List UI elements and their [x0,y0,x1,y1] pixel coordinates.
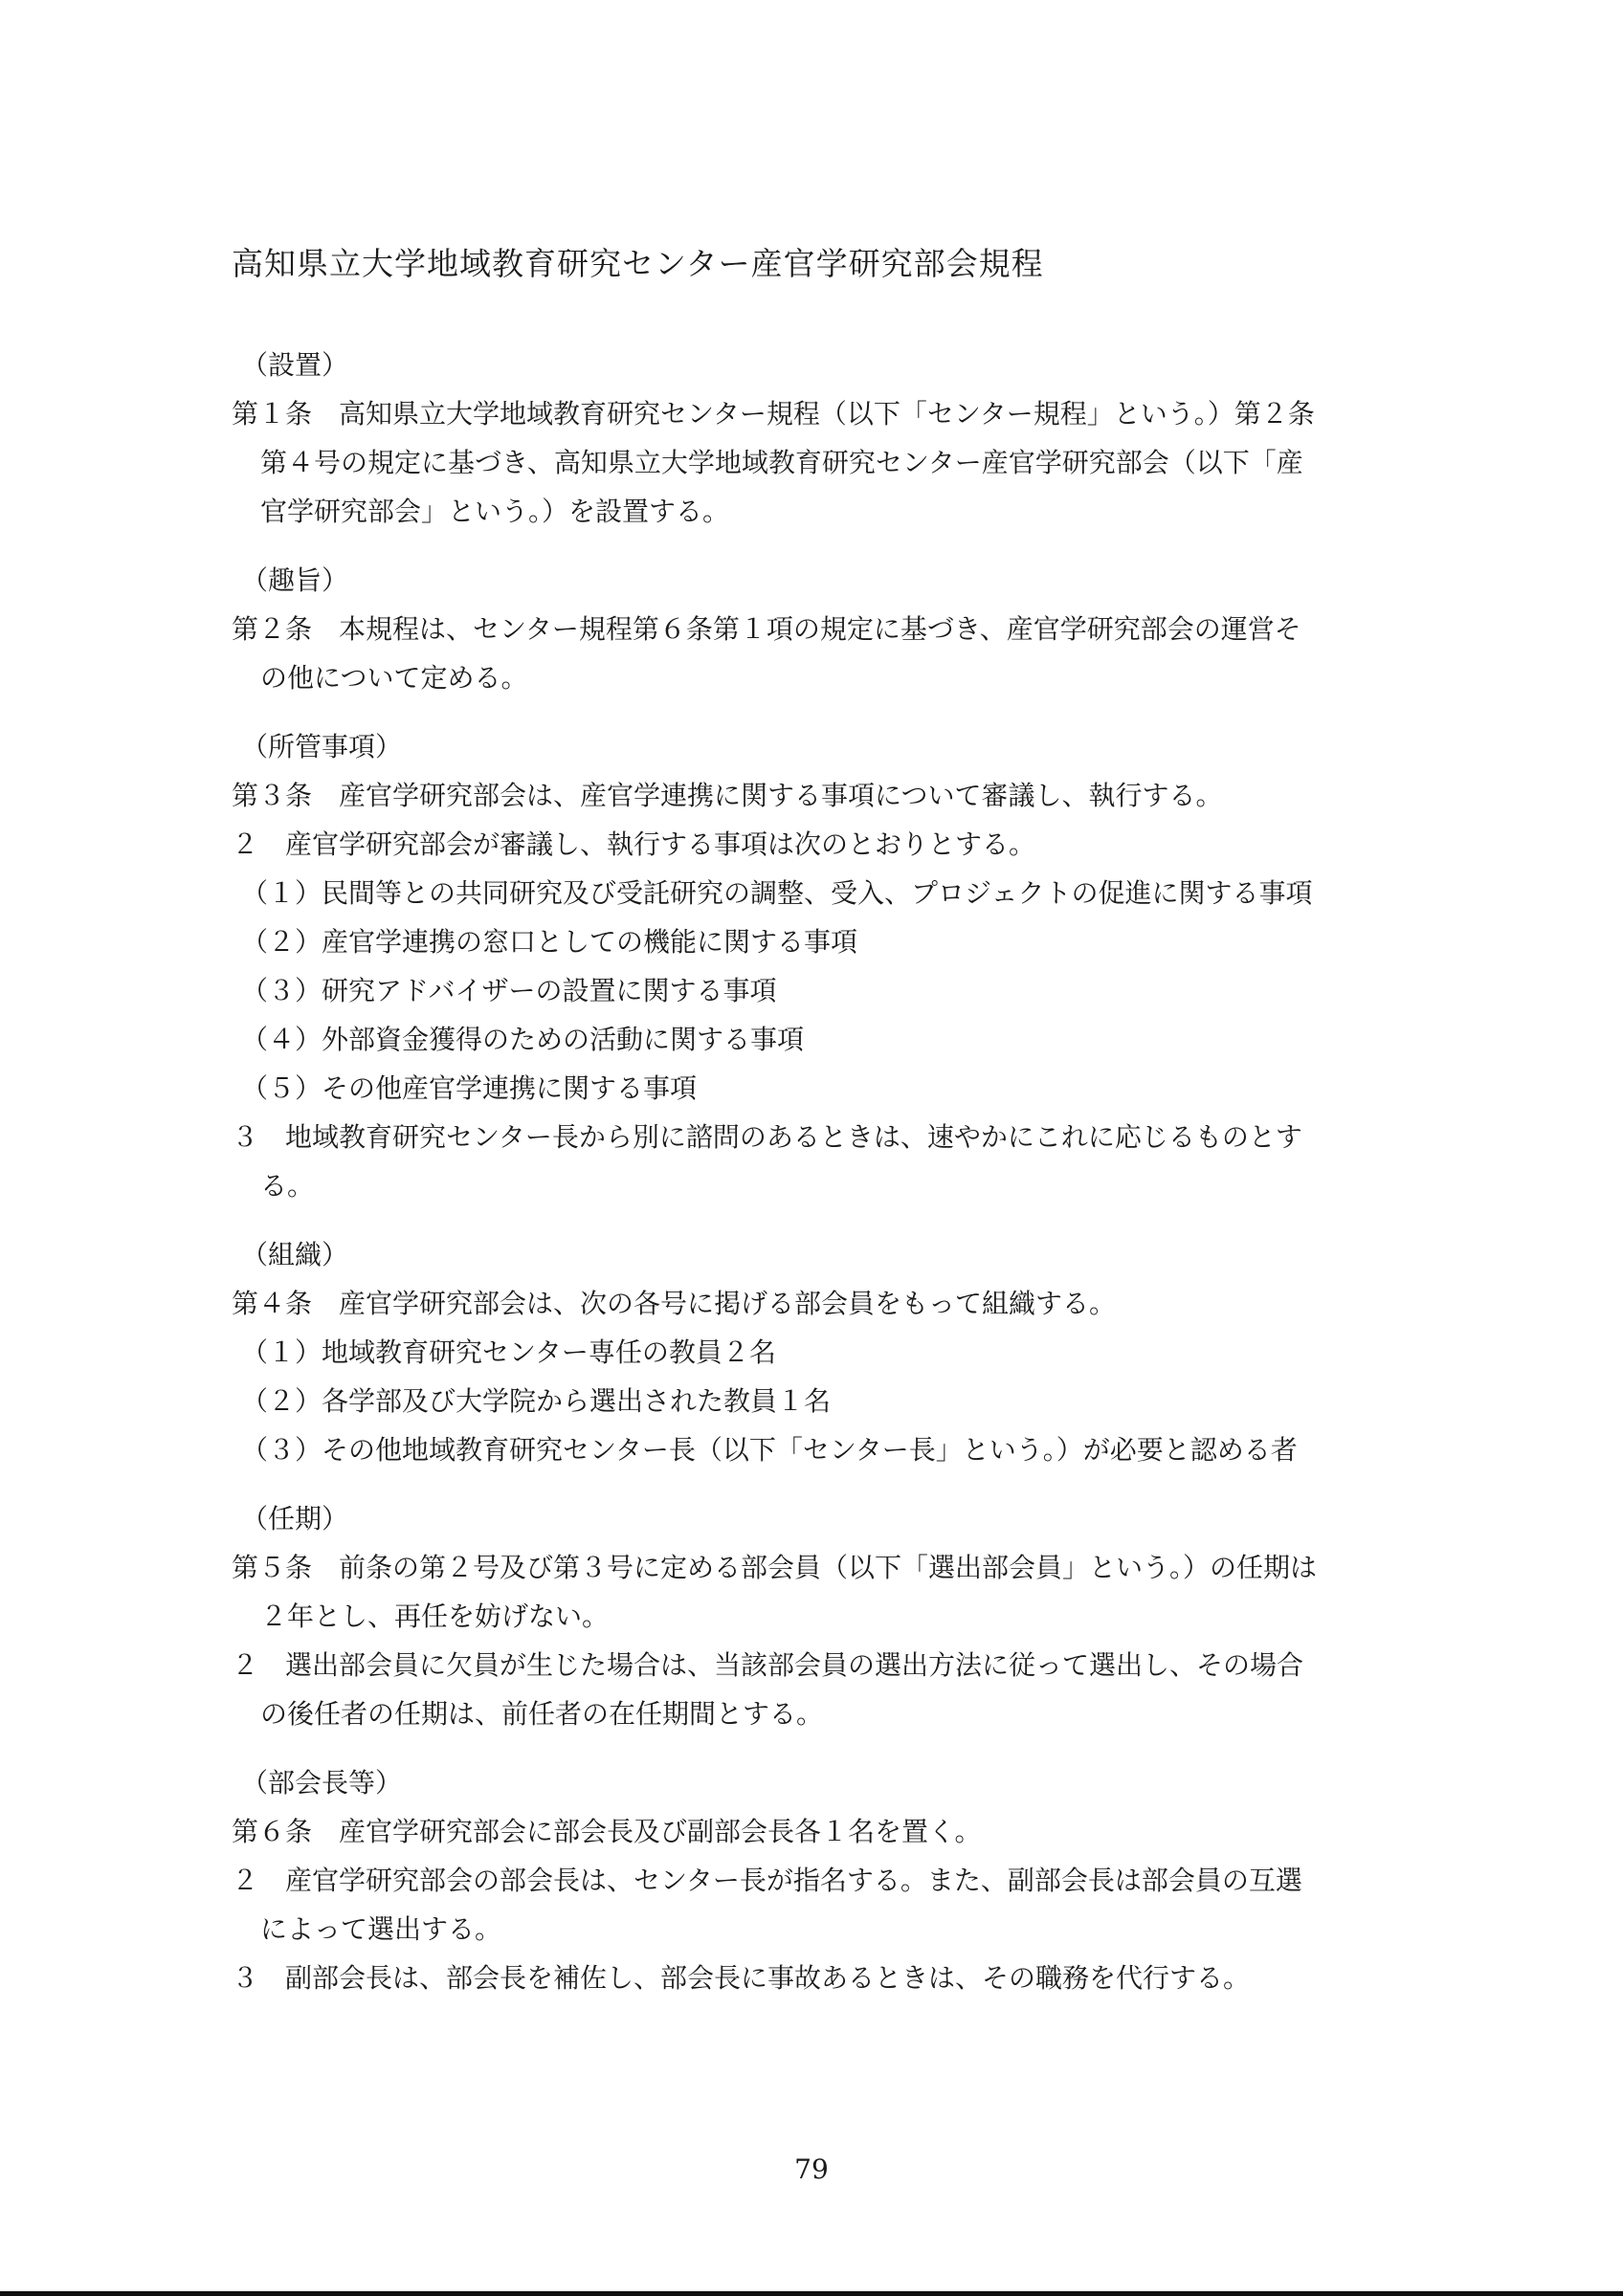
article-3-line: 第３条 産官学研究部会は、産官学連携に関する事項について審議し、執行する。 [232,780,1223,811]
article-2-line: 第２条 本規程は、センター規程第６条第１項の規定に基づき、産官学研究部会の運営そ [232,613,1301,645]
document-title: 高知県立大学地域教育研究センター産官学研究部会規程 [232,245,1044,282]
paragraph-line: ３ 副部会長は、部会長を補佐し、部会長に事故あるときは、その職務を代行する。 [232,1962,1251,1994]
paragraph-line: る。 [260,1170,315,1202]
paragraph-line: ２ 産官学研究部会の部会長は、センター長が指名する。また、副部会長は部会員の互選 [232,1865,1302,1896]
section-heading: （部会長等） [241,1767,403,1799]
article-2-line: の他について定める。 [260,662,528,694]
article-4-line: 第４条 産官学研究部会は、次の各号に掲げる部会員をもって組織する。 [232,1288,1117,1319]
article-1-line: 第４号の規定に基づき、高知県立大学地域教育研究センター産官学研究部会（以下「産 [260,447,1303,478]
list-item: （１）地域教育研究センター専任の教員２名 [241,1336,776,1368]
list-item: （３）その他地域教育研究センター長（以下「センター長」という。）が必要と認める者 [241,1434,1298,1466]
paragraph-line: によって選出する。 [260,1913,502,1945]
scan-edge-rule [0,2291,1623,2296]
paragraph-line: ３ 地域教育研究センター長から別に諮問のあるときは、速やかにこれに応じるものとす [232,1121,1302,1153]
list-item: （１）民間等との共同研究及び受託研究の調整、受入、プロジェクトの促進に関する事項 [241,877,1313,909]
section-heading: （任期） [241,1503,349,1534]
article-1-line: 第１条 高知県立大学地域教育研究センター規程（以下「センター規程」という。）第２条 [232,398,1315,430]
article-5-line: 第５条 前条の第２号及び第３号に定める部会員（以下「選出部会員」という。）の任期は [232,1552,1318,1583]
paragraph-line: ２ 選出部会員に欠員が生じた場合は、当該部会員の選出方法に従って選出し、その場合 [232,1649,1304,1681]
page-number: 79 [794,2153,829,2185]
section-chair [232,1758,1395,2002]
article-1-line: 官学研究部会」という。）を設置する。 [260,496,730,527]
section-heading: （趣旨） [241,564,349,596]
section-heading: （組織） [241,1239,349,1270]
section-establishment [232,341,1395,536]
section-heading: （所管事項） [241,731,403,762]
article-6-line: 第６条 産官学研究部会に部会長及び副部会長各１名を置く。 [232,1816,982,1847]
section-term [232,1494,1395,1738]
list-item: （２）各学部及び大学院から選出された教員１名 [241,1385,832,1417]
section-purpose [232,556,1395,702]
paragraph-line: ２ 産官学研究部会が審議し、執行する事項は次のとおりとする。 [232,828,1036,860]
section-heading: （設置） [241,349,349,381]
section-organization [232,1230,1395,1474]
regulation-body [232,341,1395,2022]
list-item: （４）外部資金獲得のための活動に関する事項 [241,1024,805,1055]
list-item: （３）研究アドバイザーの設置に関する事項 [241,975,777,1006]
paragraph-line: の後任者の任期は、前任者の在任期間とする。 [260,1698,824,1730]
article-5-line: ２年とし、再任を妨げない。 [260,1601,610,1632]
list-item: （２）産官学連携の窓口としての機能に関する事項 [241,926,858,958]
section-jurisdiction [232,722,1395,1210]
list-item: （５）その他産官学連携に関する事項 [241,1072,698,1104]
